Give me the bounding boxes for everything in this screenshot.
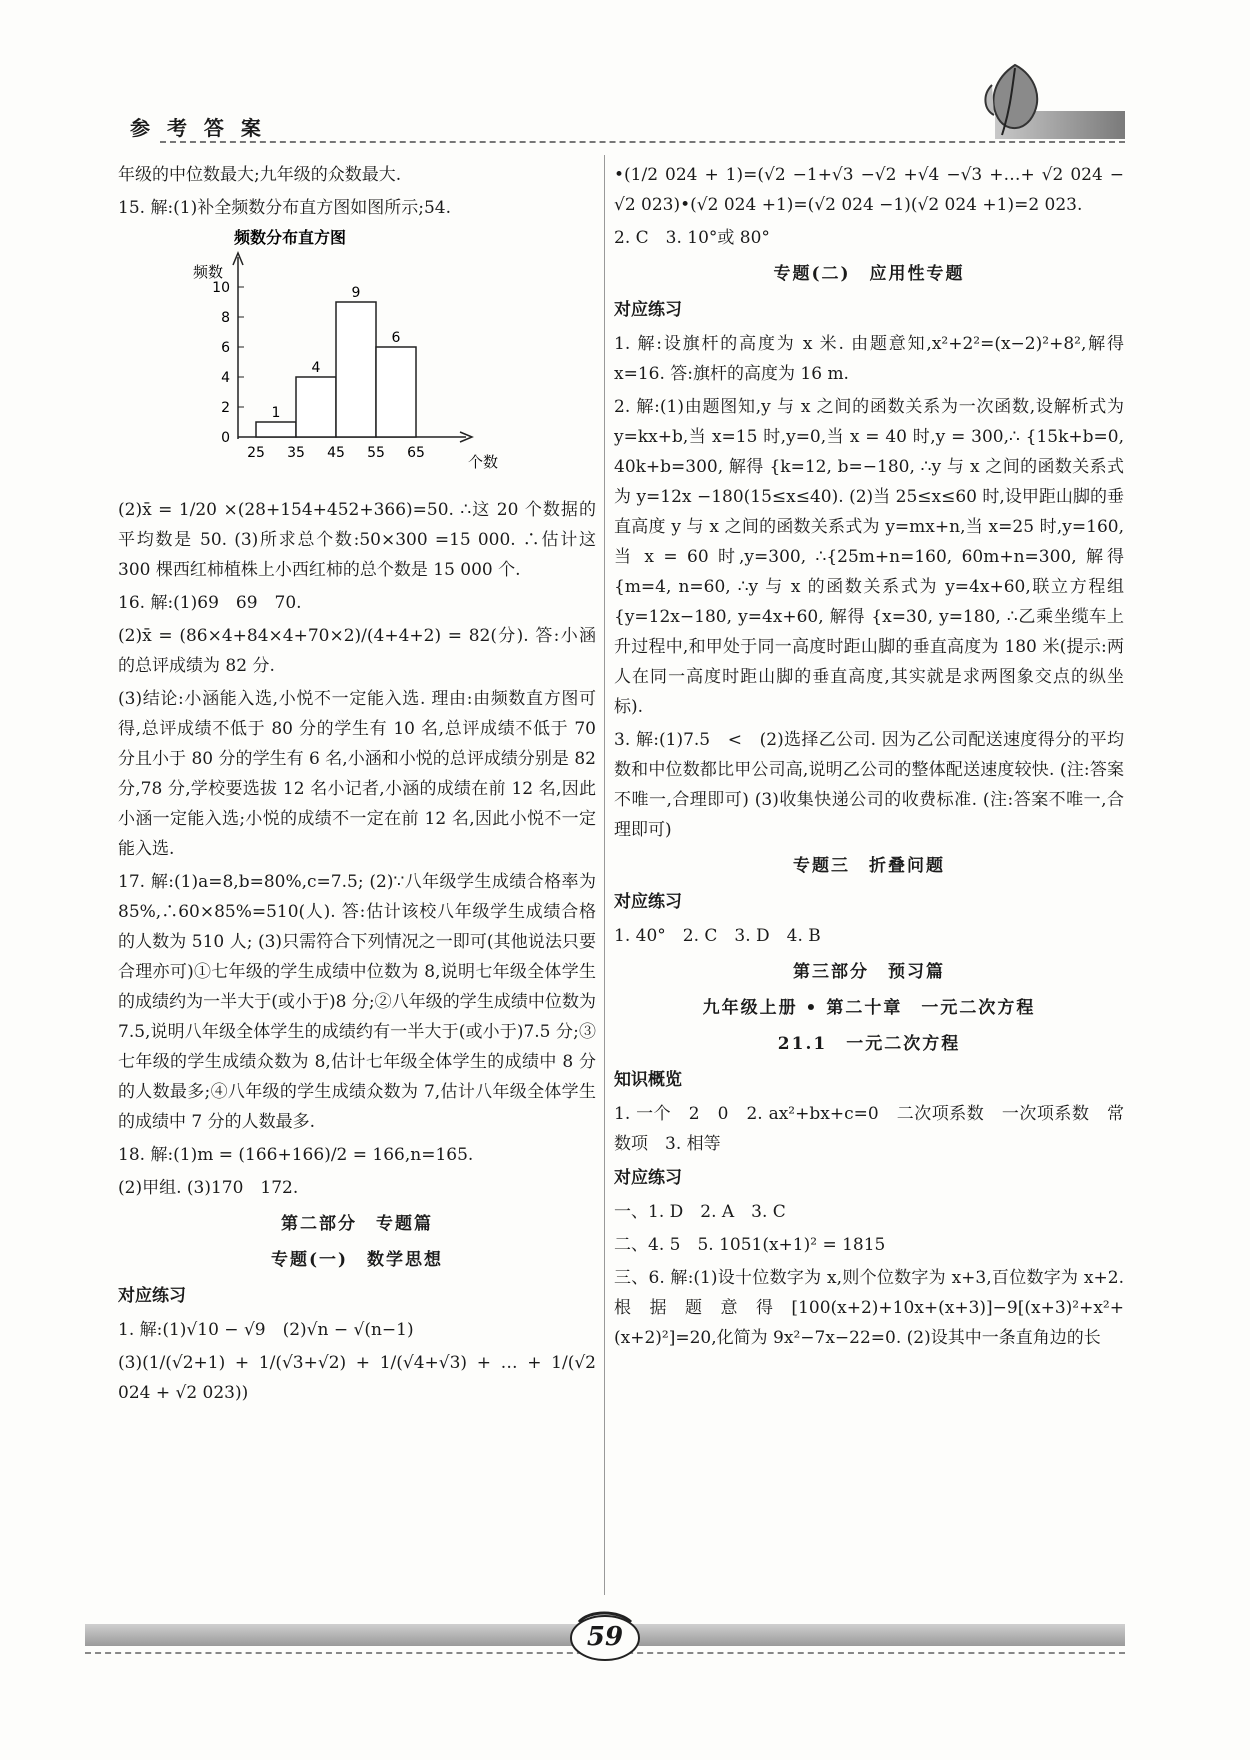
page-header bbox=[85, 108, 1125, 148]
page-footer bbox=[85, 1624, 1125, 1650]
overview-answers: 1. 一个 2 0 2. ax²+bx+c=0 二次项系数 一次项系数 常数项 3. 相等 bbox=[614, 1104, 1124, 1154]
practice-label: 对应练习 bbox=[614, 1168, 682, 1188]
practice-label: 对应练习 bbox=[614, 300, 682, 320]
answer-18: 18. 解:(1)m = (166+166)/2 = 166,n=165. bbox=[118, 1145, 474, 1165]
answer-16-3: (3)结论:小涵能入选,小悦不一定能入选. 理由:由频数直方图可得,总评成绩不低于 80 分的学生有 10 名,总评成绩不低于 70 分且小于 80 分的学生有 6 名,小涵和小悦的总评成绩分别是 82 分,78 分,学校要选拔 12 名小记者,小涵的成绩在前 12 名,因此小涵一定能入选;小悦的成绩不一定在前 12 名,因此小悦不一定能入选. bbox=[118, 689, 596, 859]
column-divider bbox=[604, 155, 605, 1595]
topic1-answer-1-3: (3)(1/(√2+1) + 1/(√3+√2) + 1/(√4+√3) + … + 1/(√2 024 + √2 023)) bbox=[118, 1353, 596, 1403]
bar-value-label: 4 bbox=[311, 360, 321, 376]
topic-three-heading: 专题三 折叠问题 bbox=[793, 856, 945, 876]
topic-one-heading: 专题(一) 数学思想 bbox=[270, 1250, 444, 1270]
header-title: 参 考 答 案 bbox=[130, 116, 266, 140]
section-answers-3: 三、6. 解:(1)设十位数字为 x,则个位数字为 x+3,百位数字为 x+2. 根据题意得[100(x+2)+10x+(x+3)]−9[(x+3)²+x²+(x+2)²]=20,化简为 9x²−7x−22=0. (2)设其中一条直角边的长 bbox=[614, 1268, 1124, 1348]
part-two-heading: 第二部分 专题篇 bbox=[281, 1214, 433, 1234]
y-tick-label: 10 bbox=[212, 280, 230, 296]
part-three-heading: 第三部分 预习篇 bbox=[793, 962, 945, 982]
y-tick-label: 4 bbox=[221, 370, 230, 386]
histogram-bar bbox=[296, 377, 336, 437]
chapter-heading: 九年级上册 • 第二十章 一元二次方程 bbox=[702, 998, 1036, 1018]
left-column bbox=[118, 160, 596, 1411]
histogram-chart bbox=[118, 227, 596, 487]
answer-17: 17. 解:(1)a=8,b=80%,c=7.5; (2)∵八年级学生成绩合格率为 85%,∴60×85%=510(人). 答:估计该校八年级学生成绩合格的人数为 510 人; (3)只需符合下列情况之一即可(其他说法只要合理亦可)①七年级的学生成绩中位数为 8,说明七年级全体学生的成绩约为一半大于(或小于)8 分;②八年级的学生成绩中位数为 7.5,说明八年级全体学生的成绩约有一半大于(或小于)7.5 分;③七年级的学生成绩众数为 8,估计七年级全体学生的成绩中 8 分的人数最多;④八年级的学生成绩众数为 7,估计八年级全体学生的成绩中 7 分的人数最多. bbox=[118, 872, 596, 1132]
answer-15: 15. 解:(1)补全频数分布直方图如图所示;54. bbox=[118, 198, 452, 218]
bar-value-label: 6 bbox=[391, 330, 401, 346]
x-tick-label: 55 bbox=[367, 445, 385, 461]
answer-18-2: (2)甲组. (3)170 172. bbox=[118, 1178, 299, 1198]
bar-value-label: 1 bbox=[271, 405, 281, 421]
x-tick-label: 65 bbox=[407, 445, 425, 461]
histogram-svg bbox=[118, 227, 596, 477]
right-column bbox=[614, 160, 1124, 1356]
histogram-bar bbox=[256, 422, 296, 437]
page-number: 59 bbox=[586, 1622, 624, 1652]
answer-15-2: (2)x̄ = 1/20 ×(28+154+452+366)=50. ∴这 20 个数据的平均数是 50. (3)所求总个数:50×300 =15 000. ∴估计这 300 棵西红柿植株上小西红柿的总个数是 15 000 个. bbox=[118, 500, 596, 580]
practice-label: 对应练习 bbox=[118, 1286, 186, 1306]
section-answers-2: 二、4. 5 5. 1051(x+1)² = 1815 bbox=[614, 1235, 886, 1255]
y-tick-label: 8 bbox=[221, 310, 230, 326]
section-answers-1: 一、1. D 2. A 3. C bbox=[614, 1202, 786, 1222]
answer-16: 16. 解:(1)69 69 70. bbox=[118, 593, 302, 613]
answer-16-2: (2)x̄ = (86×4+84×4+70×2)/(4+4+2) = 82(分). 答:小涵的总评成绩为 82 分. bbox=[118, 626, 596, 676]
histogram-bar bbox=[336, 302, 376, 437]
answer-line: 年级的中位数最大;九年级的众数最大. bbox=[118, 165, 402, 185]
topic2-answer-2: 2. 解:(1)由题图知,y 与 x 之间的函数关系为一次函数,设解析式为 y=kx+b,当 x=15 时,y=0,当 x = 40 时,y = 300,∴ {15k+b=0, 40k+b=300, 解得 {k=12, b=−180, ∴y 与 x 之间的函数关系式为 y=12x −180(15≤x≤40). (2)当 25≤x≤60 时,设甲距山脚的垂直高度 y 与 x 之间的函数关系式为 y=mx+n,当 x=25 时,y=160,当 x = 60 时,y=300, ∴{25m+n=160, 60m+n=300, 解得 {m=4, n=60, ∴y 与 x 的函数关系式为 y=4x+60,联立方程组 {y=12x−180, y=4x+60, 解得 {x=30, y=180, ∴乙乘坐缆车上升过程中,和甲处于同一高度时距山脚的垂直高度为 180 米(提示:两人在同一高度时距山脚的垂直高度,其实就是求两图象交点的纵坐标). bbox=[614, 397, 1124, 717]
section-heading: 21.1 一元二次方程 bbox=[777, 1034, 961, 1054]
chart-title: 频数分布直方图 bbox=[233, 228, 347, 247]
x-tick-label: 35 bbox=[287, 445, 305, 461]
topic1-answer-2-3: 2. C 3. 10°或 80° bbox=[614, 228, 770, 248]
y-tick-label: 0 bbox=[221, 430, 230, 446]
chart-y-axis-label: 频数 bbox=[192, 263, 224, 281]
histogram-bar bbox=[376, 347, 416, 437]
overview-label: 知识概览 bbox=[614, 1070, 682, 1090]
header-dashed-line bbox=[160, 141, 1125, 143]
bar-value-label: 9 bbox=[351, 285, 361, 301]
leaf-icon bbox=[980, 60, 1050, 140]
topic1-answer-continued: •(1/2 024 + 1)=(√2 −1+√3 −√2 +√4 −√3 +…+ √2 024 − √2 023)•(√2 024 +1)=(√2 024 −1)(√2 024 +1)=2 023. bbox=[614, 165, 1124, 215]
x-tick-label: 45 bbox=[327, 445, 345, 461]
chart-x-axis-label: 个数 bbox=[468, 453, 499, 471]
topic-two-heading: 专题(二) 应用性专题 bbox=[773, 264, 965, 284]
y-tick-label: 2 bbox=[221, 400, 230, 416]
y-tick-label: 6 bbox=[221, 340, 230, 356]
practice-label: 对应练习 bbox=[614, 892, 682, 912]
page-number-badge bbox=[559, 1606, 651, 1666]
x-tick-label: 25 bbox=[247, 445, 265, 461]
topic3-answers: 1. 40° 2. C 3. D 4. B bbox=[614, 926, 821, 946]
topic1-answer-1: 1. 解:(1)√10 − √9 (2)√n − √(n−1) bbox=[118, 1320, 414, 1340]
topic2-answer-3: 3. 解:(1)7.5 < (2)选择乙公司. 因为乙公司配送速度得分的平均数和中位数都比甲公司高,说明乙公司的整体配送速度较快. (注:答案不唯一,合理即可) (3)收集快递公司的收费标准. (注:答案不唯一,合理即可) bbox=[614, 730, 1124, 840]
topic2-answer-1: 1. 解:设旗杆的高度为 x 米. 由题意知,x²+2²=(x−2)²+8²,解得 x=16. 答:旗杆的高度为 16 m. bbox=[614, 334, 1124, 384]
